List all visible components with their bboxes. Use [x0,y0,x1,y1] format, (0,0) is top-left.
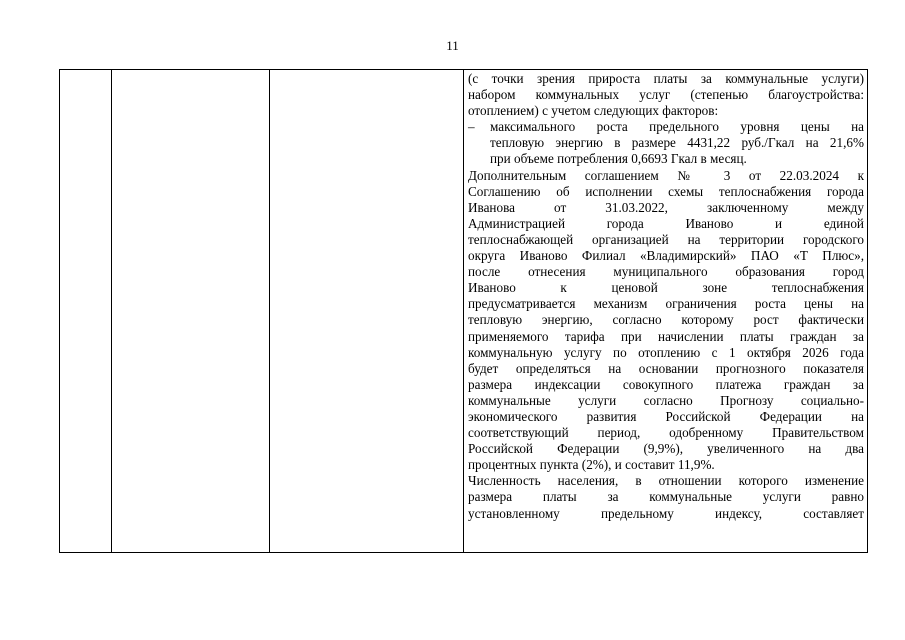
table-cell-col3 [270,70,464,553]
text-line: округа Иваново Филиал «Владимирский» ПАО «Т Плюс», [468,248,864,264]
table-row [60,70,868,553]
document-table [59,69,868,553]
text-line: Иванова от 31.03.2022, заключенному между [468,199,864,215]
text-line: предусматривается механизм ограничения роста цены на [468,296,864,312]
text-line: Соглашению об исполнении схемы теплоснабжения города [468,183,864,199]
table-cell-col1 [60,70,112,553]
table-cell-col4 [464,70,868,553]
text-line: после отнесения муниципального образования город [468,264,864,280]
table-cell-col2 [112,70,270,553]
text-line: при объеме потребления 0,6693 Гкал в месяц. [490,151,747,167]
text-line: коммунальные услуги согласно Прогнозу социально- [468,392,864,408]
text-line: тепловую энергию, согласно которому рост фактически [468,312,864,328]
text-line: теплоснабжающей организацией на территории городского [468,231,864,247]
text-line: размера платы за коммунальные услуги равно [468,489,864,505]
text-line: процентных пункта (2%), и составит 11,9%. [468,457,715,473]
text-line: применяемого тарифа при начислении платы граждан за [468,328,864,344]
population-paragraph [468,473,864,521]
text-line: Иваново к ценовой зоне теплоснабжения [468,280,864,296]
bullet-item [468,119,864,167]
bullet-text [490,119,864,167]
text-line: отоплением) с учетом следующих факторов: [468,103,719,119]
page-number: 11 [446,38,459,53]
text-line: набором коммунальных услуг (степенью благоустройства: [468,87,864,103]
agreement-paragraph [468,168,864,474]
text-line: Администрацией города Иваново и единой [468,215,864,231]
text-line: Российской Федерации (9,9%), увеличенного на два [468,441,864,457]
text-line: соответствующий период, одобренному Правительством [468,425,864,441]
text-line: коммунальную услугу по отоплению с 1 октября 2026 года [468,344,864,360]
text-line: экономического развития Российской Федерации на [468,408,864,424]
text-line: Дополнительным соглашением № 3 от 22.03.2024 к [468,167,864,183]
cell-text [468,71,864,522]
text-line: будет определяться на основании прогнозного показателя [468,360,864,376]
text-line: (с точки зрения прироста платы за коммунальные услуги) [468,71,864,86]
bullet-dash: – [468,119,475,135]
text-line: максимального роста предельного уровня цены на [490,119,864,135]
text-line: тепловую энергию в размере 4431,22 руб./Гкал на 21,6% [490,135,864,151]
text-line: установленному предельному индексу, составляет [468,505,864,521]
intro-paragraph [468,71,864,119]
text-line: Численность населения, в отношении которого изменение [468,473,864,489]
text-line: размера индексации совокупного платежа граждан за [468,376,864,392]
